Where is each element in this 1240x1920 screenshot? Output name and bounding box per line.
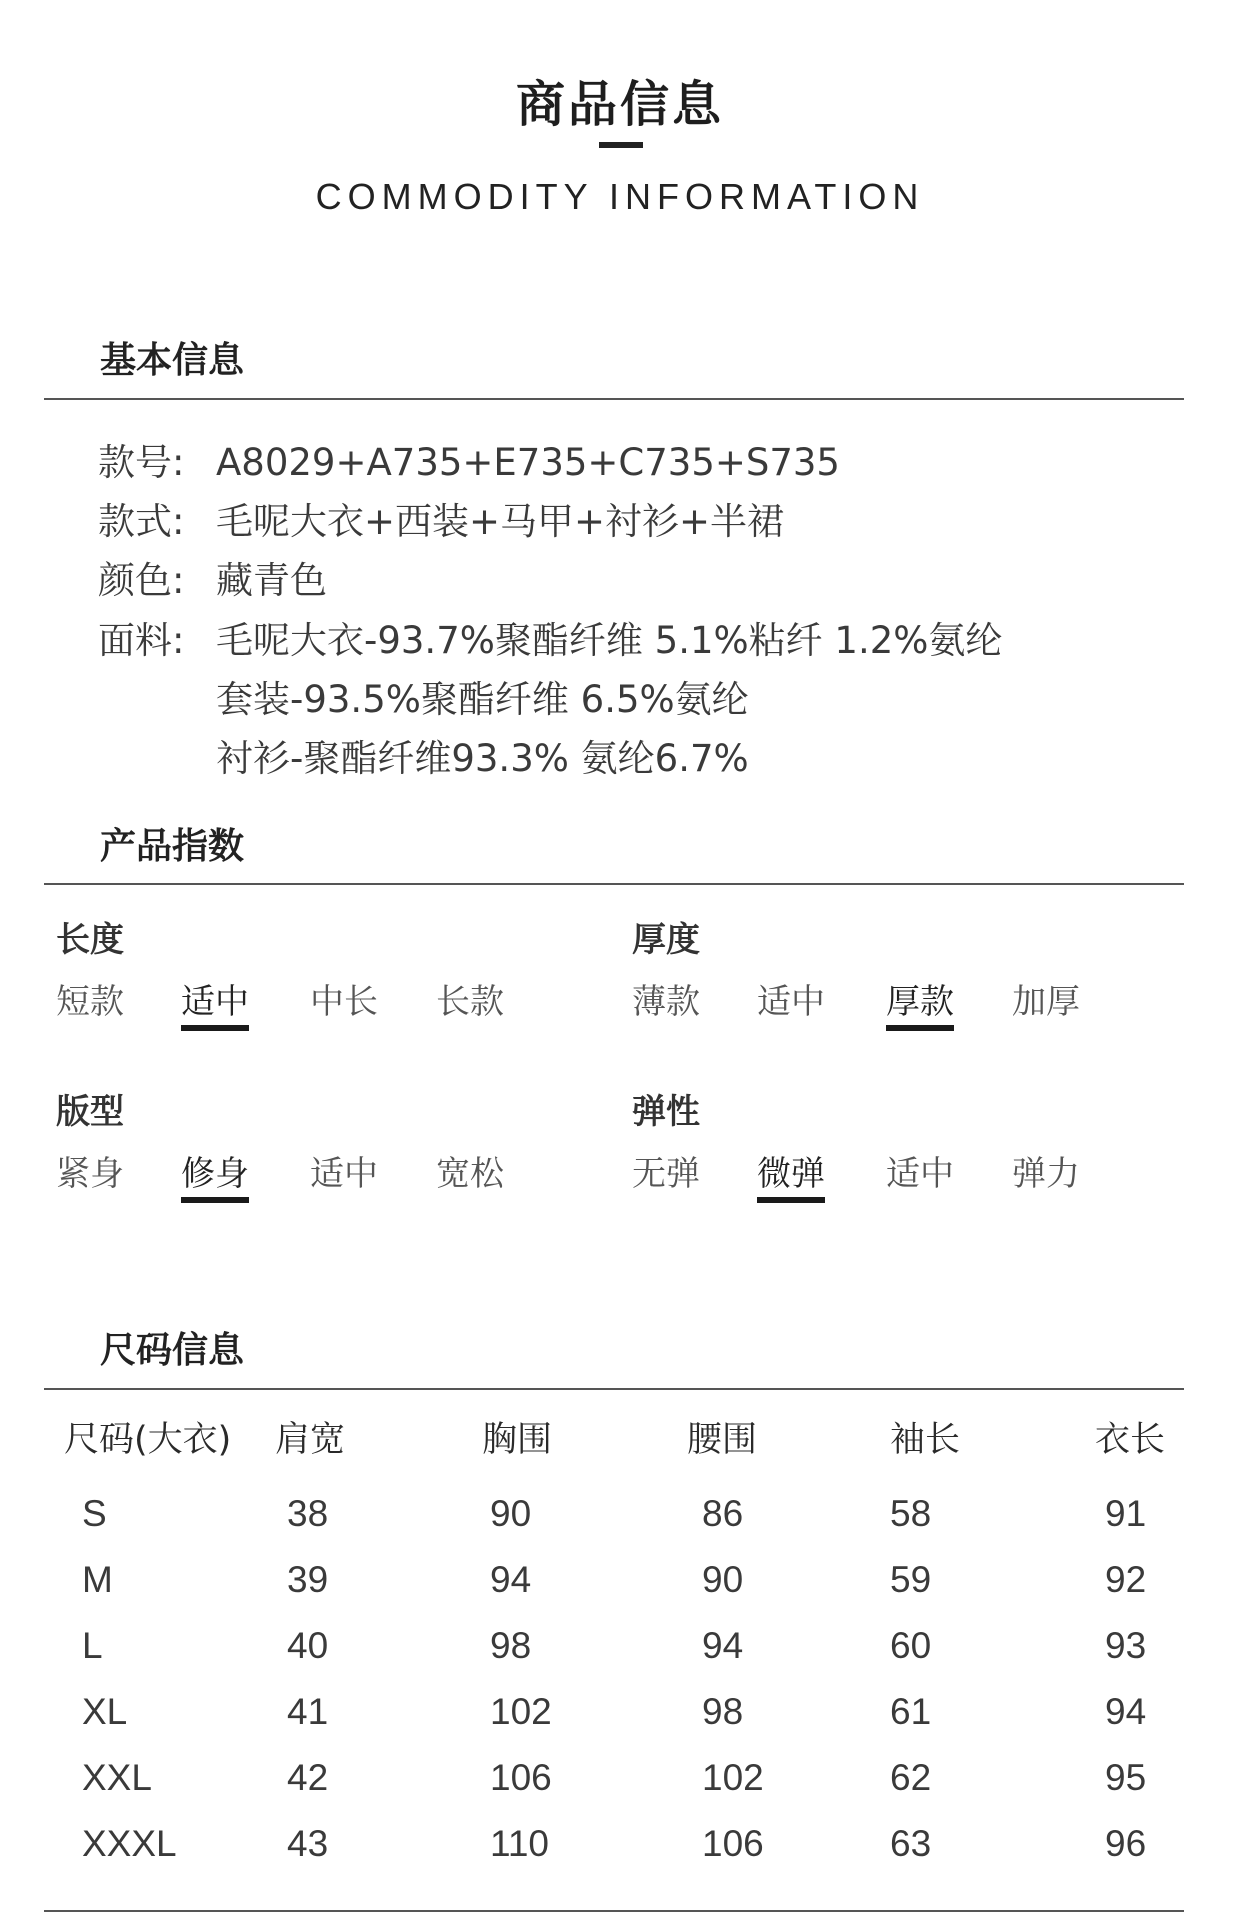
table-cell: 102 xyxy=(490,1691,552,1732)
index-option: 短款 xyxy=(56,982,124,1022)
table-header-cell: 肩宽 xyxy=(275,1420,346,1460)
table-cell: 38 xyxy=(287,1493,329,1534)
index-option: 薄款 xyxy=(632,982,700,1022)
divider-bottom xyxy=(44,1910,1184,1912)
table-cell: 59 xyxy=(890,1559,932,1600)
title-underline xyxy=(599,142,643,148)
info-row-fabric xyxy=(98,610,1002,664)
table-cell: 90 xyxy=(490,1493,532,1534)
divider-basic xyxy=(44,398,1184,400)
table-cell: 98 xyxy=(702,1691,744,1732)
table-cell: 102 xyxy=(702,1757,764,1798)
page-title: 商品信息 xyxy=(515,76,724,133)
index-option-selected: 修身 xyxy=(181,1146,249,1203)
table-cell: 58 xyxy=(890,1493,932,1534)
index-option-selected: 微弹 xyxy=(757,1146,825,1203)
divider-size xyxy=(44,1388,1184,1390)
table-row-size: S xyxy=(82,1493,107,1534)
table-header-cell: 衣长 xyxy=(1095,1420,1166,1460)
table-cell: 93 xyxy=(1105,1625,1147,1666)
index-option: 无弹 xyxy=(632,1154,700,1194)
table-row-size: M xyxy=(82,1559,113,1600)
style-no-value: A8029+A735+E735+C735+S735 xyxy=(216,441,840,484)
table-cell: 63 xyxy=(890,1823,932,1864)
table-cell: 39 xyxy=(287,1559,329,1600)
table-cell: 92 xyxy=(1105,1559,1147,1600)
index-option-selected: 适中 xyxy=(181,974,249,1031)
index-group-title: 弹性 xyxy=(632,1092,700,1132)
info-row-style xyxy=(98,491,784,545)
index-option: 中长 xyxy=(310,982,378,1022)
table-cell: 62 xyxy=(890,1757,932,1798)
table-cell: 86 xyxy=(702,1493,744,1534)
table-cell: 43 xyxy=(287,1823,329,1864)
fabric-line: 套装-93.5%聚酯纤维 6.5%氨纶 xyxy=(216,678,749,721)
section-title-size: 尺码信息 xyxy=(100,1330,245,1371)
table-cell: 61 xyxy=(890,1691,932,1732)
fabric-line: 衬衫-聚酯纤维93.3% 氨纶6.7% xyxy=(216,737,749,780)
index-option: 适中 xyxy=(886,1154,954,1194)
table-header-cell: 胸围 xyxy=(482,1420,553,1460)
table-row-size: XXL xyxy=(82,1757,152,1798)
table-cell: 60 xyxy=(890,1625,932,1666)
color-label: 颜色: xyxy=(98,559,185,602)
table-row-size: L xyxy=(82,1625,103,1666)
index-option: 长款 xyxy=(436,982,504,1022)
table-row-size: XXXL xyxy=(82,1823,177,1864)
index-group-title: 厚度 xyxy=(632,920,700,960)
index-option: 宽松 xyxy=(436,1154,504,1194)
style-label: 款式: xyxy=(98,500,185,543)
table-header-cell: 尺码(大衣) xyxy=(64,1420,232,1460)
table-cell: 106 xyxy=(490,1757,552,1798)
table-cell: 96 xyxy=(1105,1823,1147,1864)
section-title-basic: 基本信息 xyxy=(100,340,245,381)
style-no-label: 款号: xyxy=(98,441,185,484)
table-header-cell: 腰围 xyxy=(687,1420,758,1460)
section-title-index: 产品指数 xyxy=(100,826,245,867)
table-cell: 40 xyxy=(287,1625,329,1666)
table-cell: 106 xyxy=(702,1823,764,1864)
index-option: 紧身 xyxy=(56,1154,124,1194)
table-cell: 95 xyxy=(1105,1757,1147,1798)
style-value: 毛呢大衣+西装+马甲+衬衫+半裙 xyxy=(216,500,785,543)
index-option: 弹力 xyxy=(1012,1154,1080,1194)
table-cell: 98 xyxy=(490,1625,532,1666)
table-cell: 94 xyxy=(1105,1691,1147,1732)
info-row-style-no xyxy=(98,432,840,486)
table-header-cell: 袖长 xyxy=(890,1420,961,1460)
table-cell: 42 xyxy=(287,1757,329,1798)
fabric-line: 毛呢大衣-93.7%聚酯纤维 5.1%粘纤 1.2%氨纶 xyxy=(216,619,1003,662)
table-cell: 94 xyxy=(702,1625,744,1666)
divider-index xyxy=(44,883,1184,885)
table-cell: 110 xyxy=(490,1823,549,1864)
table-cell: 41 xyxy=(287,1691,329,1732)
color-value: 藏青色 xyxy=(216,559,327,602)
index-option-selected: 厚款 xyxy=(886,974,954,1031)
info-row-color xyxy=(98,550,327,604)
table-cell: 91 xyxy=(1105,1493,1147,1534)
index-option: 适中 xyxy=(310,1154,378,1194)
index-option: 加厚 xyxy=(1012,982,1080,1022)
fabric-label: 面料: xyxy=(98,619,185,662)
index-group-title: 长度 xyxy=(56,920,124,960)
table-cell: 90 xyxy=(702,1559,744,1600)
table-row-size: XL xyxy=(82,1691,128,1732)
page-subtitle: COMMODITY INFORMATION xyxy=(315,176,925,217)
index-option: 适中 xyxy=(757,982,825,1022)
table-cell: 94 xyxy=(490,1559,532,1600)
index-group-title: 版型 xyxy=(56,1092,124,1132)
